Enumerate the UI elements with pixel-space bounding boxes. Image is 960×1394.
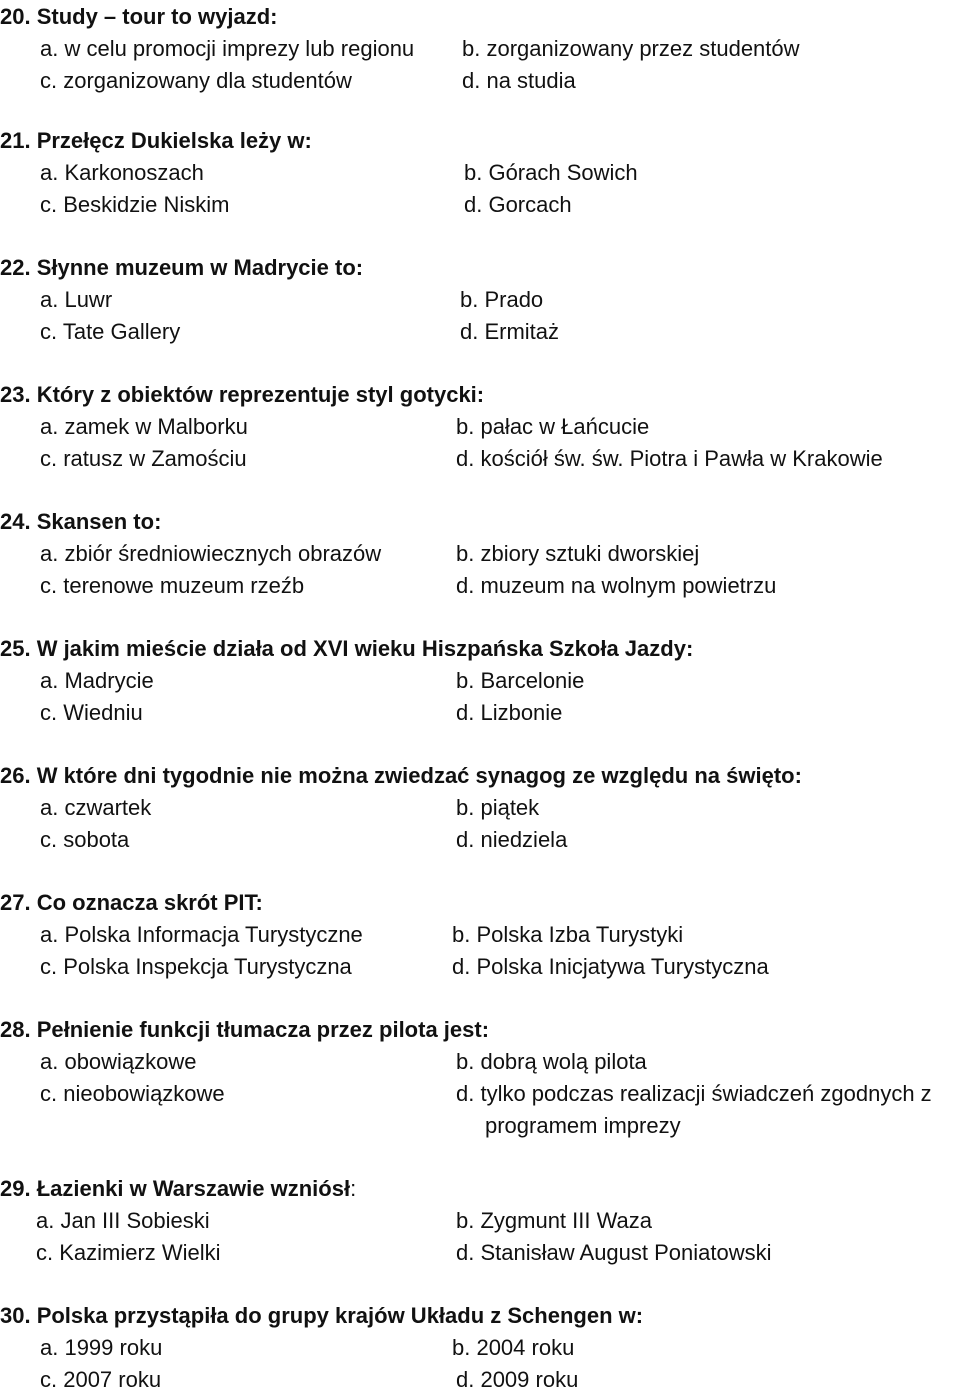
option-a: a. czwartek bbox=[40, 795, 152, 820]
option-c: c. ratusz w Zamościu bbox=[40, 446, 247, 471]
option-c: c. 2007 roku bbox=[40, 1367, 162, 1392]
option-d: d. na studia bbox=[462, 68, 576, 93]
question-title: 25. W jakim mieście działa od XVI wieku Hiszpańska Szkoła Jazdy: bbox=[0, 636, 694, 661]
option-b: b. pałac w Łańcucie bbox=[456, 414, 650, 439]
question-title: 24. Skansen to: bbox=[0, 509, 162, 534]
question-title: 22. Słynne muzeum w Madrycie to: bbox=[0, 255, 364, 280]
option-b: b. Górach Sowich bbox=[464, 160, 638, 185]
option-c: c. sobota bbox=[40, 827, 130, 852]
question-title: 21. Przełęcz Dukielska leży w: bbox=[0, 128, 312, 153]
option-d: d. 2009 roku bbox=[456, 1367, 579, 1392]
option-c: c. Polska Inspekcja Turystyczna bbox=[40, 954, 352, 979]
option-d: d. Ermitaż bbox=[460, 319, 560, 344]
option-c: c. Tate Gallery bbox=[40, 319, 181, 344]
option-c: c. Beskidzie Niskim bbox=[40, 192, 230, 217]
question-title: 20. Study – tour to wyjazd: bbox=[0, 4, 278, 29]
option-b: b. dobrą wolą pilota bbox=[456, 1049, 647, 1074]
option-b: b. piątek bbox=[456, 795, 540, 820]
option-d: d. niedziela bbox=[456, 827, 568, 852]
option-b: b. zorganizowany przez studentów bbox=[462, 36, 800, 61]
option-c: c. nieobowiązkowe bbox=[40, 1081, 225, 1106]
option-b: b. 2004 roku bbox=[452, 1335, 575, 1360]
option-d: d. Polska Inicjatywa Turystyczna bbox=[452, 954, 769, 979]
option-a: a. Polska Informacja Turystyczne bbox=[40, 922, 363, 947]
option-a: a. Luwr bbox=[40, 287, 113, 312]
option-a: a. zamek w Malborku bbox=[40, 414, 248, 439]
option-c: c. Wiedniu bbox=[40, 700, 143, 725]
question-title bbox=[0, 1175, 356, 1203]
question-title-colon: : bbox=[350, 1176, 357, 1201]
option-a: a. obowiązkowe bbox=[40, 1049, 197, 1074]
option-a: a. w celu promocji imprezy lub regionu bbox=[40, 36, 415, 61]
question-title: 26. W które dni tygodnie nie można zwiedzać synagog ze względu na święto: bbox=[0, 763, 802, 788]
option-b: b. zbiory sztuki dworskiej bbox=[456, 541, 700, 566]
option-a: a. zbiór średniowiecznych obrazów bbox=[40, 541, 382, 566]
option-d: d. Lizbonie bbox=[456, 700, 563, 725]
option-c: c. Kazimierz Wielki bbox=[36, 1240, 221, 1265]
option-d: d. tylko podczas realizacji świadczeń zgodnych z programem imprezy bbox=[456, 1081, 932, 1138]
option-b: b. Prado bbox=[460, 287, 544, 312]
option-d: d. kościół św. św. Piotra i Pawła w Krakowie bbox=[456, 446, 883, 471]
option-a: a. Jan III Sobieski bbox=[36, 1208, 210, 1233]
option-b: b. Polska Izba Turystyki bbox=[452, 922, 684, 947]
option-a: a. Karkonoszach bbox=[40, 160, 204, 185]
option-a: a. 1999 roku bbox=[40, 1335, 163, 1360]
question-title: 30. Polska przystąpiła do grupy krajów Układu z Schengen w: bbox=[0, 1303, 644, 1328]
option-a: a. Madrycie bbox=[40, 668, 154, 693]
question-title: 23. Który z obiektów reprezentuje styl gotycki: bbox=[0, 382, 485, 407]
option-d: d. Gorcach bbox=[464, 192, 572, 217]
option-c: c. terenowe muzeum rzeźb bbox=[40, 573, 305, 598]
option-b: b. Zygmunt III Waza bbox=[456, 1208, 653, 1233]
question-title: 27. Co oznacza skrót PIT: bbox=[0, 890, 263, 915]
option-b: b. Barcelonie bbox=[456, 668, 585, 693]
question-title-text: 29. Łazienki w Warszawie wzniósł bbox=[0, 1176, 351, 1201]
option-d: d. muzeum na wolnym powietrzu bbox=[456, 573, 777, 598]
option-c: c. zorganizowany dla studentów bbox=[40, 68, 352, 93]
option-d: d. Stanisław August Poniatowski bbox=[456, 1240, 772, 1265]
question-title: 28. Pełnienie funkcji tłumacza przez pilota jest: bbox=[0, 1017, 490, 1042]
